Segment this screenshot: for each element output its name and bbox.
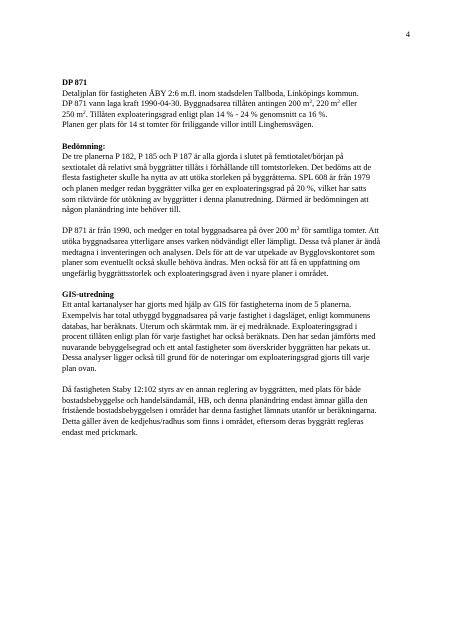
paragraph-dp871-analysis — [62, 226, 402, 279]
paragraph-line: som riktvärde för utökning av byggrätter i denna planutredning. Därmed är bedömningen att — [62, 194, 369, 204]
paragraph-line — [62, 110, 402, 121]
text-run: för samtliga tomter. Att — [299, 226, 379, 236]
paragraph-line: Detta gäller även de kedjehus/radhus som finns i området, eftersom deras byggrätt regleras — [62, 417, 364, 426]
paragraph-line: plan ovan. — [62, 364, 97, 374]
paragraph-line: De tre planerna P 182, P 185 och P 187 är alla gjorda i slutet på femtiotalet/början på — [62, 152, 344, 162]
superscript: 2 — [309, 99, 313, 106]
section-heading-gis: GIS-utredning — [62, 289, 114, 299]
paragraph-line: Exempelvis har total utbyggd byggnadsarea på varje fastighet i dagsläget, enligt kommunens — [62, 311, 371, 321]
paragraph-line: planer som eventuellt också skulle behöva ändras. Men också för att få en uppfattning om — [62, 258, 360, 268]
paragraph-line: databas, har beräknats. Uterum och skärmtak mm. är ej medräknade. Exploateringsgrad i — [62, 321, 358, 331]
paragraph-line: Då fastigheten Staby 12:102 styrs av en annan reglering av byggrätten, med plats för både — [62, 385, 361, 395]
paragraph-line: bostadsbebyggelse och handelsändamål, HB, och denna planändring endast ämnar gälla den — [62, 395, 368, 405]
paragraph-line — [62, 226, 402, 237]
paragraph-line: endast med prickmark. — [62, 427, 138, 437]
section-dp871 — [62, 78, 402, 131]
text-run: , 220 m — [312, 99, 338, 109]
paragraph-line: och planen medger redan byggrätter vilka ger en exploateringsgrad på 20 %, vilket har satts — [62, 183, 367, 193]
paragraph-line: Dessa analyser ligger också till grund för de noteringar om exploateringsgrad gjorts till varje — [62, 353, 370, 363]
superscript: 2 — [82, 109, 86, 116]
superscript: 2 — [296, 226, 300, 233]
paragraph-line: Ett antal kartanalyser har gjorts med hjälp av GIS för fastigheterna inom de 5 planerna. — [62, 300, 352, 310]
page-number: 4 — [405, 30, 410, 39]
paragraph-line: sextiotalet då relativt små byggrätter tillåts i förhållande till tomtstorleken. Det bedöms att de — [62, 162, 372, 172]
text-run: DP 871 är från 1990, och medger en total byggnadsarea på över 200 m — [62, 226, 297, 236]
paragraph-line: Detaljplan för fastigheten ÅBY 2:6 m.fl. inom stadsdelen Tallboda, Linköpings kommun. — [62, 88, 359, 98]
paragraph-line — [62, 99, 402, 110]
section-heading-dp871: DP 871 — [62, 78, 88, 87]
superscript: 2 — [337, 99, 341, 106]
page-content — [62, 78, 402, 449]
section-heading-bedomning: Bedömning: — [62, 141, 106, 151]
paragraph-line: Planen ger plats för 14 st tomter för friliggande villor intill Linghemsvägen. — [62, 120, 314, 130]
paragraph-line: procent tillåten enligt plan för varje fastighet har också beräknats. Den har sedan jämförts med — [62, 332, 376, 342]
text-run: . Tillåten exploateringsgrad enligt plan 14 % - 24 % genomsnitt ca 16 %. — [85, 109, 328, 119]
paragraph-line: fristående bostadsbebyggelsen i området har denna fastighet lämnats utanför ur beräkningarna. — [62, 406, 377, 416]
text-run: DP 871 vann laga kraft 1990-04-30. Byggnadsarea tillåten antingen 200 m — [62, 99, 310, 109]
paragraph-line: utöka byggnadsarea ytterligare anses varken nödvändigt eller lämpligt. Dessa två planer är ändå — [62, 236, 381, 246]
paragraph-line: nuvarande bebyggelsegrad och ett antal fastigheter som överskrider byggrätten har pekats ut. — [62, 342, 371, 352]
text-run: eller — [340, 99, 357, 109]
paragraph-line: någon planändring inte behöver till. — [62, 205, 181, 215]
paragraph-line: ungefärlig byggrättsstorlek och exploateringsgrad även i nyare planer i området. — [62, 268, 329, 278]
paragraph-line: flesta fastigheter skulle ha nytta av att utöka storleken på byggrätterna. SPL 608 är från 1979 — [62, 173, 370, 183]
section-bedomning — [62, 142, 402, 216]
section-gis — [62, 290, 402, 375]
text-run: 250 m — [62, 109, 83, 119]
paragraph-line: medtagna i inventeringen och analysen. Dels för att de var utpekade av Bygglovskontoret som — [62, 247, 375, 257]
paragraph-staby — [62, 385, 402, 438]
